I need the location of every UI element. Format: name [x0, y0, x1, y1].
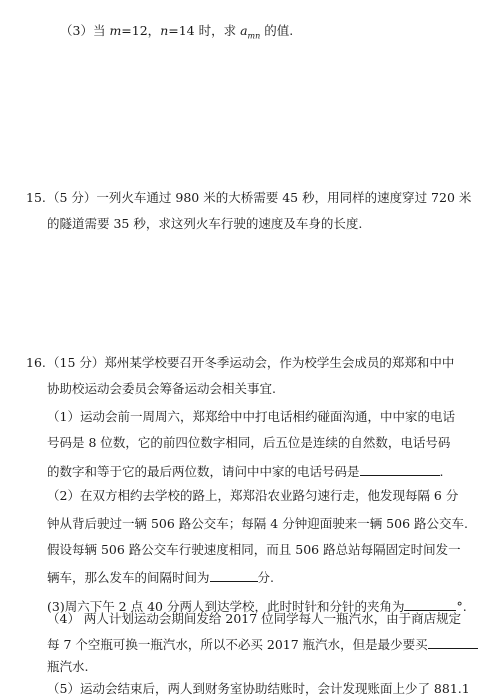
var-a-subscript: mn: [247, 31, 261, 41]
var-a: a: [240, 23, 248, 38]
answer-blank-phone[interactable]: [360, 462, 440, 476]
q16-p1-line3-text: 的数字和等于它的最后两位数，请问中中家的电话号码是: [47, 464, 360, 479]
q16-p2-line4: [47, 568, 274, 586]
q16-p1-line1: （1）运动会前一周周六，郑郑给中中打电话相约碰面沟通，中中家的电话: [47, 409, 455, 424]
q14-part3-prefix: （3）当: [60, 23, 110, 38]
answer-blank-interval[interactable]: [210, 568, 258, 582]
q16-intro-line1: （15 分）郑州某学校要召开冬季运动会，作为校学生会成员的郑郑和中中: [47, 355, 455, 370]
q14-part3: [60, 23, 293, 45]
q16-intro-line2: 协助校运动会委员会筹备运动会相关事宜.: [47, 381, 276, 396]
q16-p3-line1-end: °.: [456, 599, 467, 614]
q16-p2-line1: （2）在双方相约去学校的路上，郑郑沿农业路匀速行走，他发现每隔 6 分: [47, 488, 459, 503]
q16-p1-line2: 号码是 8 位数，它的前四位数字相同，后五位是连续的自然数，电话号码: [47, 435, 451, 450]
q16-p4-line2: [47, 635, 478, 653]
var-n: n: [160, 23, 169, 38]
q15-number: 15.: [26, 190, 46, 205]
q15-text-line1: （5 分）一列火车通过 980 米的大桥需要 45 秒，用同样的速度穿过 720 米: [47, 190, 472, 205]
q16-p3-line1-text: (3)周六下午 2 点 40 分两人到达学校，此时时针和分针的夹角为: [47, 599, 405, 614]
answer-blank-angle[interactable]: [404, 597, 456, 611]
q16-p1-line3-end: .: [439, 464, 444, 479]
q16-p1-line3: [47, 462, 444, 480]
var-m: m: [109, 23, 122, 38]
q14-part3-suffix: 的值.: [260, 23, 294, 38]
q16-p4-line3: 瓶汽水.: [47, 659, 89, 674]
answer-blank-bottles[interactable]: [428, 635, 478, 649]
q16-p2-line4-text: 辆车，那么发车的间隔时间为: [47, 570, 210, 585]
q16-p2-line4-end: 分.: [257, 570, 274, 585]
n-value: =14 时，求: [168, 23, 241, 38]
q16-number: 16.: [26, 355, 46, 370]
q15-text-line2: 的隧道需要 35 秒，求这列火车行驶的速度及车身的长度.: [47, 216, 363, 231]
q16-p5-line1: （5）运动会结束后，两人到财务室协助结账时，会计发现账面上少了 881.1: [47, 681, 470, 696]
q16-p2-line3: 假设每辆 506 路公交车行驶速度相同，而且 506 路总站每隔固定时间发一: [47, 542, 461, 557]
q16-p2-line2: 钟从背后驶过一辆 506 路公交车；每隔 4 分钟迎面驶来一辆 506 路公交车.: [47, 516, 468, 531]
q16-p4-line2-text: 每 7 个空瓶可换一瓶汽水，所以不必买 2017 瓶汽水，但是最少要买: [47, 637, 428, 652]
q16-p4-line1: （4） 两人计划运动会期间发给 2017 位同学每人一瓶汽水，由于商店规定: [47, 611, 462, 626]
m-value: =12，: [121, 23, 161, 38]
